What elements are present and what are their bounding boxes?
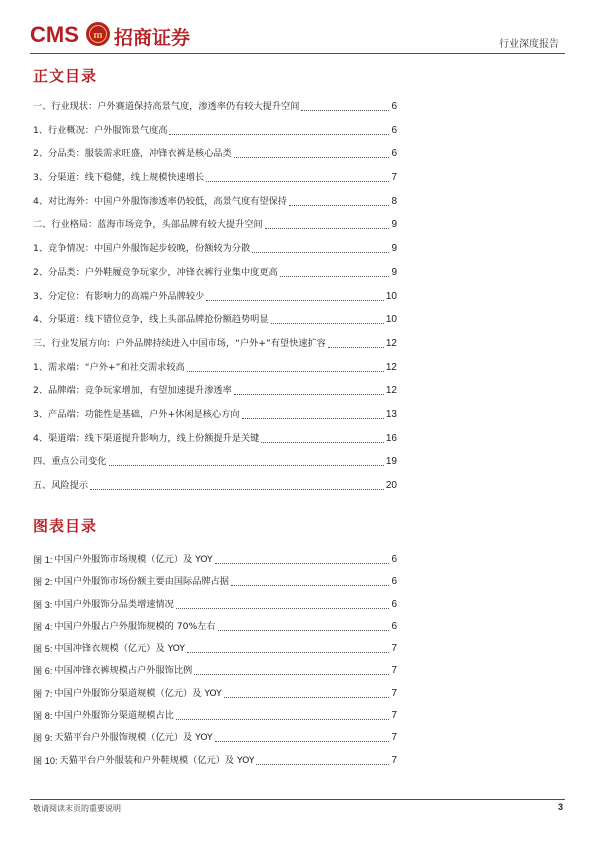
figure-entry-page: 7 (391, 687, 397, 699)
toc-entry[interactable] (33, 101, 397, 125)
toc-entry-title: 品牌端：竞争玩家增加，有望加速提升渗透率 (48, 385, 232, 397)
toc-entry[interactable] (33, 409, 397, 433)
toc-entry[interactable] (33, 243, 397, 267)
figure-entry[interactable] (33, 688, 397, 710)
dot-leader (328, 338, 384, 348)
dot-leader (280, 267, 390, 277)
toc-entry-number: 4、 (33, 195, 49, 207)
toc-entry-number: 3、 (33, 172, 49, 184)
figure-entry[interactable] (33, 643, 397, 665)
toc-entry-title: 分品类：服装需求旺盛，冲锋衣裤是核心品类 (48, 148, 232, 160)
dot-leader (176, 599, 390, 609)
toc-list (33, 101, 397, 504)
dot-leader (215, 732, 390, 742)
figures-list (33, 554, 397, 777)
figure-entry-number: 图 8: (33, 711, 53, 722)
figure-entry-page: 7 (391, 754, 397, 766)
toc-entry-title: 行业发展方向：户外品牌持续进入中国市场，“户外+”有望快速扩容 (51, 337, 326, 349)
toc-entry-page: 6 (391, 101, 397, 112)
logo-cms-text: CMS (30, 22, 79, 47)
header-divider (30, 53, 565, 54)
toc-entry-page: 12 (385, 337, 397, 349)
toc-entry-number: 3、 (33, 290, 49, 302)
toc-entry[interactable] (33, 456, 397, 480)
figure-entry-title: 中国户外服饰市场规模（亿元）及 YOY (54, 554, 213, 565)
toc-entry-number: 1、 (33, 124, 49, 136)
figure-entry[interactable] (33, 755, 397, 777)
dot-leader (109, 456, 384, 466)
toc-entry-title: 风险提示 (51, 480, 89, 491)
dot-leader (256, 755, 389, 765)
figure-entry-page: 6 (391, 620, 397, 632)
toc-entry-page: 19 (385, 456, 397, 468)
dot-leader (176, 710, 390, 720)
toc-entry[interactable] (33, 480, 397, 504)
toc-entry-page: 8 (391, 195, 397, 207)
toc-entry[interactable] (33, 267, 397, 291)
figure-entry-title: 中国户外服饰分渠道规模占比 (54, 710, 174, 722)
toc-entry-title: 分品类：户外鞋履竞争玩家少，冲锋衣裤行业集中度更高 (48, 266, 278, 278)
figure-entry-number: 图 10: (33, 755, 58, 766)
toc-entry-number: 2、 (33, 266, 49, 278)
figure-entry-page: 6 (391, 576, 397, 588)
figure-entry-page: 7 (391, 710, 397, 722)
figure-entry[interactable] (33, 710, 397, 732)
figure-entry-title: 天猫平台户外服饰规模（亿元）及 YOY (54, 732, 213, 744)
dot-leader (224, 688, 390, 698)
dot-leader (242, 409, 384, 419)
toc-entry[interactable] (33, 148, 397, 172)
dot-leader (187, 362, 384, 372)
toc-entry-title: 产品端：功能性是基础，户外+休闲是核心方向 (48, 408, 240, 420)
toc-entry-page: 13 (385, 408, 397, 420)
dot-leader (187, 643, 389, 653)
figures-title: 图表目录 (33, 517, 98, 535)
toc-entry-number: 2、 (33, 148, 49, 160)
toc-entry[interactable] (33, 196, 397, 220)
dot-leader (90, 480, 384, 490)
toc-entry[interactable] (33, 125, 397, 149)
toc-entry-page: 6 (391, 148, 397, 160)
toc-entry-page: 6 (391, 124, 397, 136)
dot-leader (252, 243, 389, 253)
toc-entry-title: 行业格局：蓝海市场竞争，头部品牌有较大提升空间 (51, 219, 263, 231)
toc-entry-number: 4、 (33, 432, 49, 444)
toc-entry-number: 2、 (33, 385, 49, 397)
toc-entry-title: 竞争情况：中国户外服饰起步较晚，份额较为分散 (48, 243, 251, 255)
logo-badge-icon (86, 22, 110, 46)
toc-entry-page: 9 (391, 243, 397, 255)
toc-entry-page: 12 (385, 385, 397, 397)
figure-entry-page: 6 (391, 554, 397, 565)
figure-entry-page: 7 (391, 665, 397, 677)
figure-entry-number: 图 2: (33, 577, 53, 588)
dot-leader (261, 433, 384, 443)
toc-entry[interactable] (33, 362, 397, 386)
toc-entry-title: 重点公司变化 (51, 456, 107, 468)
report-type: 行业深度报告 (499, 39, 559, 50)
toc-entry-page: 7 (391, 172, 397, 184)
figure-entry-number: 图 4: (33, 621, 53, 632)
figure-entry-number: 图 1: (33, 555, 53, 565)
company-name: 招商证券 (114, 27, 191, 49)
toc-entry[interactable] (33, 314, 397, 338)
toc-entry-title: 行业现状：户外赛道保持高景气度，渗透率仍有较大提升空间 (51, 101, 300, 112)
toc-entry-number: 1、 (33, 243, 49, 255)
toc-entry-number: 四、 (33, 456, 52, 468)
figure-entry-page: 6 (391, 598, 397, 610)
figure-entry-title: 中国户外服饰市场份额主要由国际品牌占据 (54, 576, 229, 588)
toc-entry[interactable] (33, 291, 397, 315)
figure-entry-number: 图 9: (33, 733, 53, 744)
figure-entry[interactable] (33, 599, 397, 621)
dot-leader (206, 291, 384, 301)
toc-entry[interactable] (33, 433, 397, 457)
dot-leader (206, 172, 389, 182)
toc-entry-title: 需求端：“户外+”和社交需求较高 (48, 361, 185, 373)
toc-entry[interactable] (33, 219, 397, 243)
dot-leader (301, 101, 389, 111)
footer-disclaimer: 敬请阅读末页的重要说明 (33, 804, 121, 813)
dot-leader (234, 148, 390, 158)
dot-leader (234, 385, 384, 395)
toc-entry-title: 分定位：有影响力的高端户外品牌较少 (48, 290, 205, 302)
figure-entry-number: 图 5: (33, 644, 53, 655)
figure-entry-number: 图 7: (33, 688, 53, 699)
toc-entry-page: 9 (391, 266, 397, 278)
page-number: 3 (557, 802, 563, 812)
toc-entry-title: 分渠道：线下稳健，线上规模快速增长 (48, 172, 205, 184)
toc-title: 正文目录 (33, 67, 98, 85)
toc-entry-title: 分渠道：线下错位竞争，线上头部品牌抢份额趋势明显 (48, 314, 269, 326)
toc-entry[interactable] (33, 385, 397, 409)
svg-text:m: m (93, 29, 103, 41)
dot-leader (169, 125, 389, 135)
toc-entry-number: 二、 (33, 219, 52, 231)
toc-entry-title: 渠道端：线下渠道提升影响力，线上份额提升是关键 (48, 432, 260, 444)
toc-entry-page: 12 (385, 361, 397, 373)
toc-entry-number: 五、 (33, 480, 52, 491)
figure-entry-page: 7 (391, 732, 397, 744)
footer-divider (30, 799, 565, 800)
dot-leader (215, 554, 390, 564)
figure-entry-title: 中国户外服饰分品类增速情况 (54, 598, 174, 610)
toc-entry-page: 20 (385, 480, 397, 491)
figure-entry-title: 中国冲锋衣规模（亿元）及 YOY (54, 643, 186, 655)
toc-entry-page: 16 (385, 432, 397, 444)
dot-leader (218, 621, 390, 631)
figure-entry[interactable] (33, 665, 397, 687)
page-header (30, 20, 565, 50)
figure-entry-title: 中国冲锋衣裤规模占户外服饰比例 (54, 665, 193, 677)
toc-entry-number: 一、 (33, 101, 52, 112)
figure-entry-number: 图 3: (33, 599, 53, 610)
toc-entry-title: 行业概况：户外服饰景气度高 (48, 124, 168, 136)
figure-entry-title: 中国户外服饰分渠道规模（亿元）及 YOY (54, 687, 222, 699)
toc-entry[interactable] (33, 172, 397, 196)
dot-leader (194, 665, 389, 675)
toc-entry-number: 4、 (33, 314, 49, 326)
toc-entry-number: 三、 (33, 337, 52, 349)
figure-entry[interactable] (33, 576, 397, 598)
figure-entry-number: 图 6: (33, 666, 53, 677)
toc-entry-page: 10 (385, 314, 397, 326)
toc-entry-number: 3、 (33, 408, 49, 420)
figure-entry-title: 天猫平台户外服装和户外鞋规模（亿元）及 YOY (59, 754, 255, 766)
figure-entry-title: 中国户外服占户外服饰规模的 70%左右 (54, 620, 216, 632)
figure-entry[interactable] (33, 621, 397, 643)
dot-leader (271, 314, 384, 324)
toc-entry-title: 对比海外：中国户外服饰渗透率仍较低，高景气度有望保持 (48, 195, 287, 207)
dot-leader (231, 576, 389, 586)
figure-entry[interactable] (33, 732, 397, 754)
figure-entry[interactable] (33, 554, 397, 576)
dot-leader (265, 219, 390, 229)
dot-leader (289, 196, 390, 206)
toc-entry[interactable] (33, 338, 397, 362)
figure-entry-page: 7 (391, 643, 397, 655)
toc-entry-page: 10 (385, 290, 397, 302)
toc-entry-page: 9 (391, 219, 397, 231)
toc-entry-number: 1、 (33, 361, 49, 373)
